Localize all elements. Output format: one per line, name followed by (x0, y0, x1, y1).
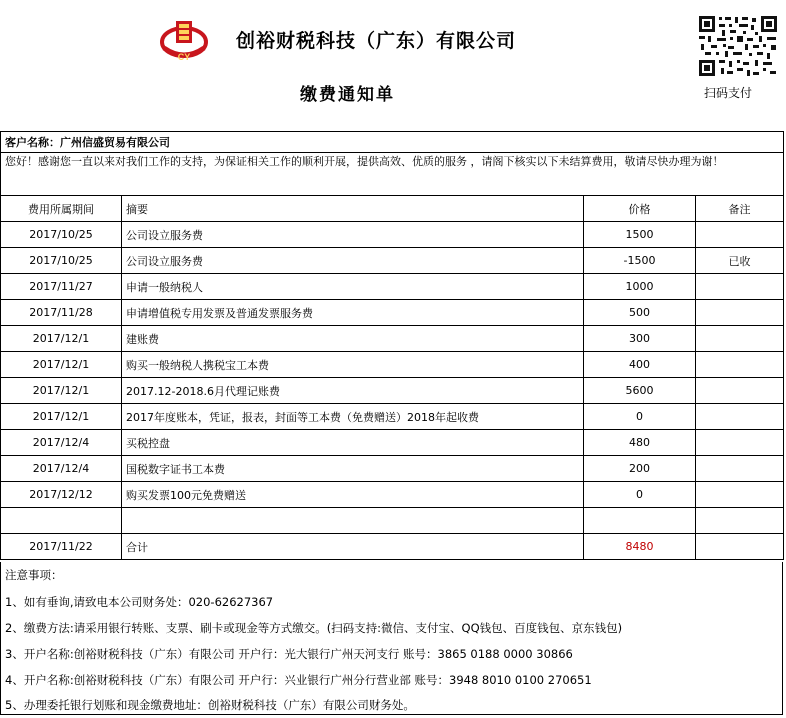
cell-note (696, 430, 784, 456)
column-header-note: 备注 (696, 196, 784, 222)
qr-code-image[interactable] (697, 14, 779, 78)
customer-name: 广州信盛贸易有限公司 (60, 136, 170, 149)
cell-price: 0 (584, 482, 696, 508)
cell-period: 2017/12/1 (1, 352, 122, 378)
cell-note (696, 534, 784, 560)
cell-period: 2017/12/4 (1, 430, 122, 456)
greeting-row (1, 153, 784, 196)
notes-title: 注意事项： (5, 568, 63, 582)
customer-label: 客户名称： (5, 136, 60, 149)
cell-summary: 公司设立服务费 (122, 222, 584, 248)
cell-note (696, 274, 784, 300)
cell-period: 2017/11/28 (1, 300, 122, 326)
cell-note (696, 222, 784, 248)
note-item: 3、开户名称:创裕财税科技（广东）有限公司 开户行：光大银行广州天河支行 账号：3865 0188 0000 30866 (5, 647, 573, 661)
cell-note (696, 508, 784, 534)
company-logo (158, 18, 210, 62)
qr-caption: 扫码支付 (704, 86, 753, 100)
cell-period: 2017/11/27 (1, 274, 122, 300)
table-row (1, 482, 784, 508)
note-item: 4、开户名称:创裕财税科技（广东）有限公司 开户行：兴业银行广州分行营业部 账号：3948 8010 0100 270651 (5, 673, 592, 687)
cell-summary: 国税数字证书工本费 (122, 456, 584, 482)
table-row (1, 404, 784, 430)
cell-summary: 合计 (122, 534, 584, 560)
table-row (1, 456, 784, 482)
cell-note (696, 352, 784, 378)
fee-table (0, 131, 784, 560)
table-row (1, 378, 784, 404)
cell-summary: 购买发票100元免费赠送 (122, 482, 584, 508)
cell-period: 2017/12/1 (1, 326, 122, 352)
cell-period: 2017/12/4 (1, 456, 122, 482)
cell-period (1, 508, 122, 534)
cell-price: 400 (584, 352, 696, 378)
column-header-price: 价格 (584, 196, 696, 222)
document-header (0, 0, 786, 130)
cell-period: 2017/12/1 (1, 404, 122, 430)
cell-note (696, 300, 784, 326)
cell-price: 8480 (584, 534, 696, 560)
note-item: 1、如有垂询,请致电本公司财务处：020-62627367 (5, 595, 274, 609)
cell-summary: 申请一般纳税人 (122, 274, 584, 300)
logo-text: CY (177, 52, 191, 62)
cell-price: -1500 (584, 248, 696, 274)
cell-summary: 2017年度账本，凭证，报表，封面等工本费（免费赠送）2018年起收费 (122, 404, 584, 430)
note-item: 2、缴费方法:请采用银行转账、支票、刷卡或现金等方式缴交。(扫码支持:微信、支付宝、QQ钱包、百度钱包、京东钱包) (5, 621, 623, 635)
column-header-summary: 摘要 (122, 196, 584, 222)
cell-price: 1000 (584, 274, 696, 300)
table-row (1, 300, 784, 326)
table-row (1, 222, 784, 248)
company-name: 创裕财税科技（广东）有限公司 (236, 30, 517, 52)
cell-period: 2017/10/25 (1, 222, 122, 248)
note-item: 5、办理委托银行划账和现金缴费地址：创裕财税科技（广东）有限公司财务处。 (5, 698, 415, 712)
cell-summary: 2017.12-2018.6月代理记账费 (122, 378, 584, 404)
cell-price: 0 (584, 404, 696, 430)
table-row (1, 248, 784, 274)
cell-period: 2017/12/1 (1, 378, 122, 404)
cell-note (696, 378, 784, 404)
total-row (1, 534, 784, 560)
cell-price: 480 (584, 430, 696, 456)
cell-price: 1500 (584, 222, 696, 248)
table-row (1, 326, 784, 352)
notes-section (0, 562, 783, 715)
cell-note (696, 326, 784, 352)
cell-note (696, 456, 784, 482)
table-row (1, 352, 784, 378)
table-row (1, 430, 784, 456)
cell-price: 300 (584, 326, 696, 352)
cell-summary: 建账费 (122, 326, 584, 352)
table-header-row (1, 196, 784, 222)
cell-summary: 买税控盘 (122, 430, 584, 456)
column-header-period: 费用所属期间 (1, 196, 122, 222)
customer-cell (1, 132, 784, 153)
table-row (1, 508, 784, 534)
cell-note (696, 404, 784, 430)
cell-summary: 购买一般纳税人携税宝工本费 (122, 352, 584, 378)
cell-summary: 公司设立服务费 (122, 248, 584, 274)
cell-period: 2017/11/22 (1, 534, 122, 560)
cell-note (696, 482, 784, 508)
document-title: 缴费通知单 (300, 85, 395, 105)
cell-note: 已收 (696, 248, 784, 274)
cell-period: 2017/12/12 (1, 482, 122, 508)
table-row (1, 274, 784, 300)
cell-price: 500 (584, 300, 696, 326)
cell-price: 200 (584, 456, 696, 482)
cell-period: 2017/10/25 (1, 248, 122, 274)
cell-summary (122, 508, 584, 534)
cell-summary: 申请增值税专用发票及普通发票服务费 (122, 300, 584, 326)
customer-row (1, 132, 784, 153)
cell-price: 5600 (584, 378, 696, 404)
cell-price (584, 508, 696, 534)
greeting-text: 您好！感谢您一直以来对我们工作的支持，为保证相关工作的顺利开展，提供高效、优质的服务 ，请阁下核实以下未结算费用，敬请尽快办理为谢！ (1, 153, 784, 196)
